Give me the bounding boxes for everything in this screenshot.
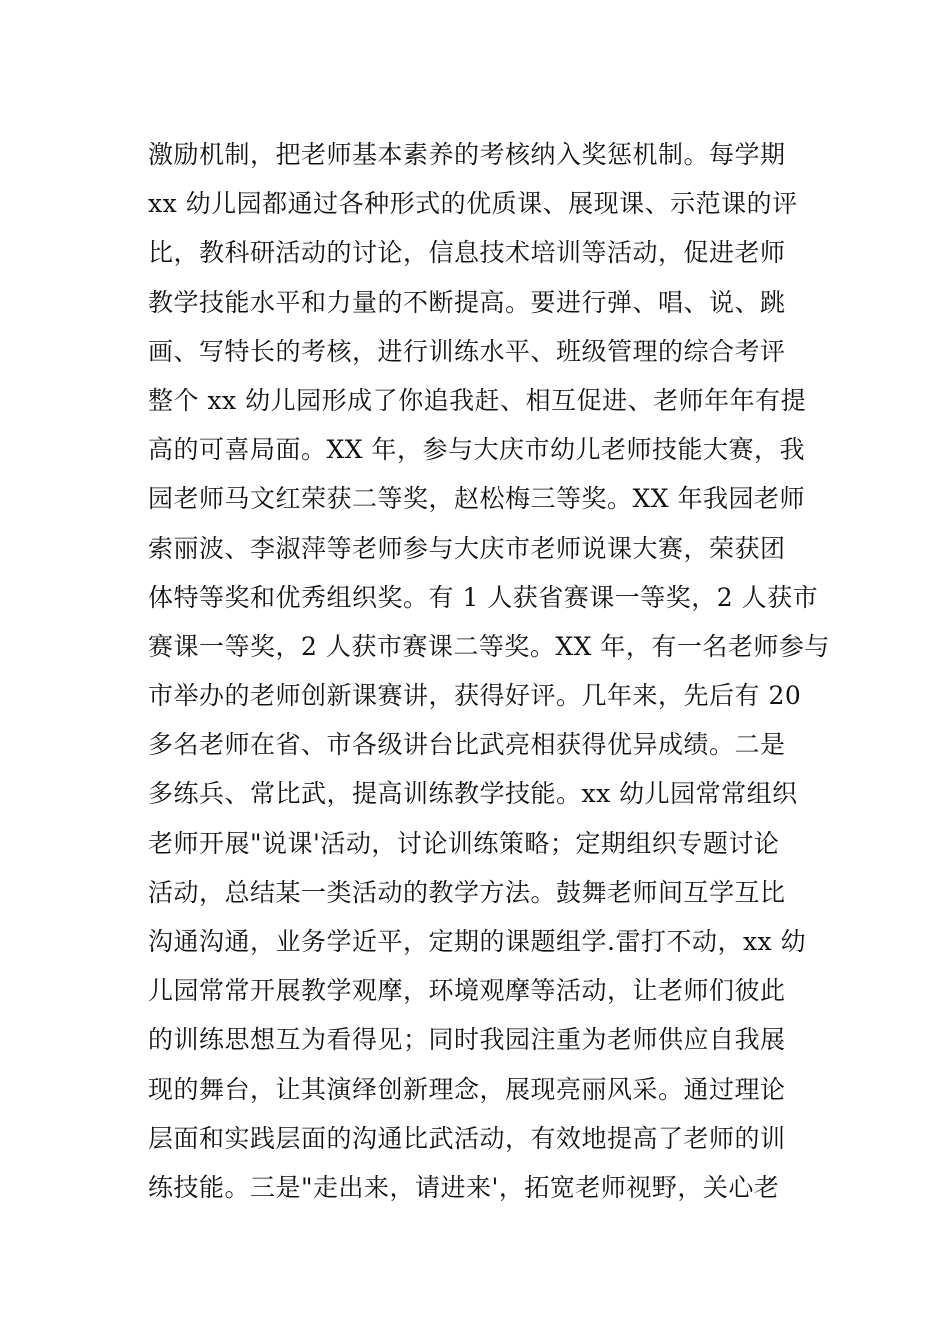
text-line: 练技能。三是"走出来，请进来'，拓宽老师视野，关心老 [148, 1172, 780, 1202]
text-line: xx 幼儿园都通过各种形式的优质课、展现课、示范课的评 [148, 189, 798, 219]
text-line: 现的舞台，让其演绎创新理念，展现亮丽风采。通过理论 [148, 1074, 786, 1104]
text-line: 体特等奖和优秀组织奖。有 1 人获省赛课一等奖，2 人获市 [148, 582, 819, 612]
text-line: 高的可喜局面。XX 年，参与大庆市幼儿老师技能大赛，我 [148, 435, 806, 465]
text-line: 赛课一等奖，2 人获市赛课二等奖。XX 年，有一名老师参与 [148, 631, 830, 661]
text-line: 多练兵、常比武，提高训练教学技能。xx 幼儿园常常组织 [148, 779, 798, 809]
text-line: 的训练思想互为看得见；同时我园注重为老师供应自我展 [148, 1025, 786, 1055]
text-line: 教学技能水平和力量的不断提高。要进行弹、唱、说、跳 [148, 287, 786, 317]
text-line: 多名老师在省、市各级讲台比武亮相获得优异成绩。二是 [148, 730, 786, 760]
text-line: 索丽波、李淑萍等老师参与大庆市老师说课大赛，荣获团 [148, 533, 786, 563]
text-line: 比，教科研活动的讨论，信息技术培训等活动，促进老师 [148, 238, 786, 268]
text-line: 画、写特长的考核，进行训练水平、班级管理的综合考评 [148, 336, 786, 366]
text-line: 活动，总结某一类活动的教学方法。鼓舞老师间互学互比 [148, 877, 786, 907]
body-text [148, 130, 830, 1212]
text-line: 市举办的老师创新课赛讲，获得好评。几年来，先后有 20 [148, 681, 802, 711]
text-line: 儿园常常开展教学观摩，环境观摩等活动，让老师们彼此 [148, 976, 786, 1006]
text-line: 园老师马文红荣获二等奖，赵松梅三等奖。XX 年我园老师 [148, 484, 806, 514]
text-line: 整个 xx 幼儿园形成了你追我赶、相互促进、老师年年有提 [148, 385, 807, 415]
text-line: 沟通沟通，业务学近平，定期的课题组学.雷打不动，xx 幼 [148, 927, 807, 956]
text-line: 层面和实践层面的沟通比武活动，有效地提高了老师的训 [148, 1123, 786, 1153]
text-line: 激励机制，把老师基本素养的考核纳入奖惩机制。每学期 [148, 140, 786, 169]
text-line: 老师开展"说课'活动，讨论训练策略；定期组织专题讨论 [148, 828, 780, 858]
